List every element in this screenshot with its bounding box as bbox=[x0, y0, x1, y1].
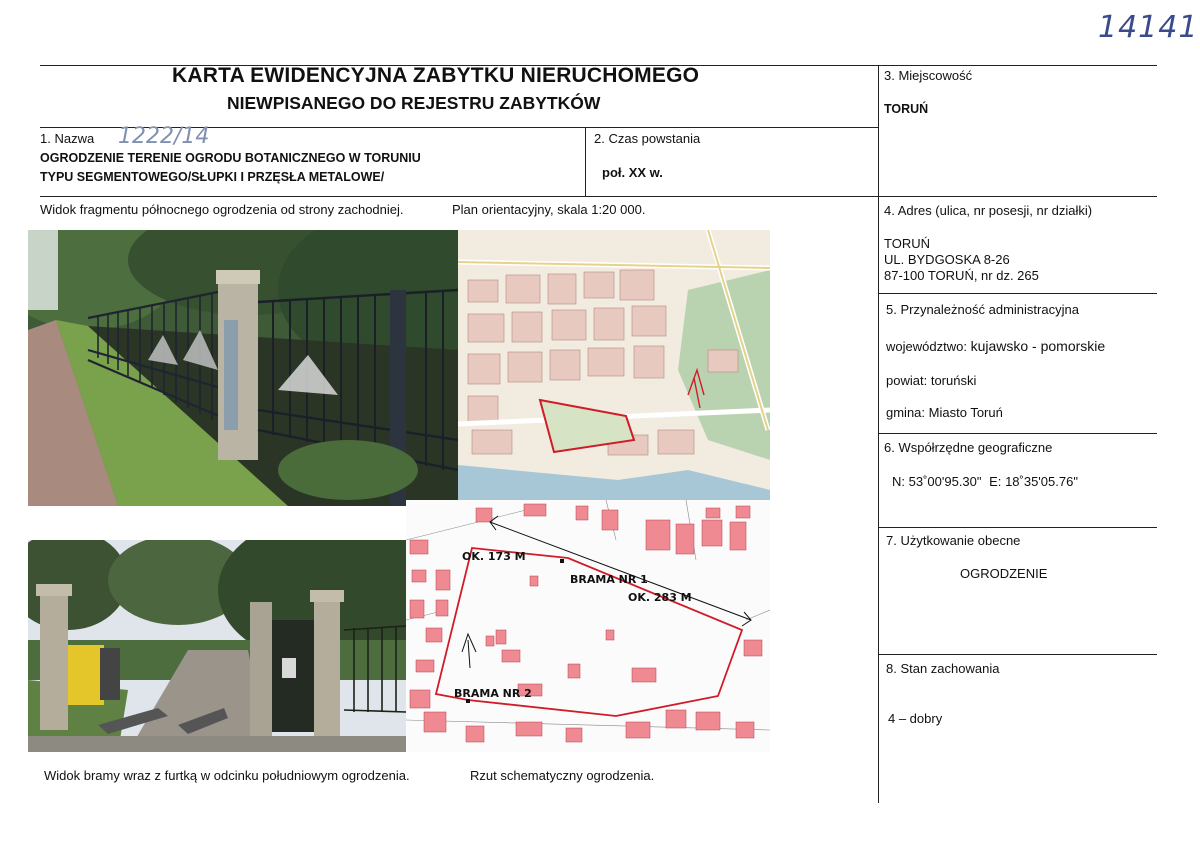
map-schematic-plan-image bbox=[406, 500, 770, 752]
condition-label: 8. Stan zachowania bbox=[886, 661, 1000, 676]
name-line-2: TYPU SEGMENTOWEGO/SŁUPKI I PRZĘSŁA METALOWE/ bbox=[40, 170, 385, 184]
commune-label: gmina: bbox=[886, 405, 926, 420]
commune-row bbox=[886, 405, 1003, 421]
caption-bottom-photo: Widok bramy wraz z furtką w odcinku południowym ogrodzenia. bbox=[44, 768, 410, 783]
admin-label: 5. Przynależność administracyjna bbox=[886, 302, 1079, 317]
name-handwritten-number: 1222/14 bbox=[118, 124, 210, 149]
rule-usage-bottom bbox=[878, 654, 1157, 655]
photo-south-gate-image bbox=[28, 540, 406, 752]
map-orientation-plan-image bbox=[458, 230, 770, 502]
map-orientation-plan bbox=[458, 230, 770, 502]
rule-admin-bottom bbox=[878, 433, 1157, 434]
time-value: poł. XX w. bbox=[602, 165, 663, 180]
name-label: 1. Nazwa bbox=[40, 131, 95, 146]
coords-n-value: 53˚00'95.30" bbox=[908, 474, 982, 489]
address-label: 4. Adres (ulica, nr posesji, nr działki) bbox=[884, 203, 1093, 218]
voivodeship-label: województwo: bbox=[886, 339, 967, 354]
coords-e-label: E: bbox=[989, 474, 1002, 489]
rule-right-column bbox=[878, 65, 879, 803]
voivodeship-value: kujawsko - pomorskie bbox=[970, 338, 1106, 354]
inventory-number: 14141 bbox=[1098, 10, 1199, 45]
map-schematic-plan bbox=[406, 500, 770, 752]
county-value: toruński bbox=[930, 373, 977, 388]
voivodeship-row bbox=[886, 338, 1105, 355]
address-line-3: 87-100 TORUŃ, nr dz. 265 bbox=[884, 268, 1039, 283]
place-value: TORUŃ bbox=[884, 102, 929, 116]
county-row bbox=[886, 373, 976, 389]
photo-north-fence-image bbox=[28, 230, 458, 506]
caption-top-map: Plan orientacyjny, skala 1:20 000. bbox=[452, 202, 646, 217]
card-title: KARTA EWIDENCYJNA ZABYTKU NIERUCHOMEGO bbox=[172, 64, 700, 87]
coords-n-label: N: bbox=[892, 474, 905, 489]
usage-value: OGRODZENIE bbox=[960, 566, 1048, 581]
map-label-length-2: OK. 283 M bbox=[628, 591, 692, 604]
rule-address-bottom bbox=[878, 293, 1157, 294]
place-label: 3. Miejscowość bbox=[884, 68, 973, 83]
coords-row bbox=[892, 474, 1078, 490]
caption-bottom-map: Rzut schematyczny ogrodzenia. bbox=[470, 768, 655, 783]
map-label-gate-1: BRAMA NR 1 bbox=[570, 573, 648, 586]
coords-label: 6. Współrzędne geograficzne bbox=[884, 440, 1053, 455]
address-line-2: UL. BYDGOSKA 8-26 bbox=[884, 252, 1010, 267]
map-label-length-1: OK. 173 M bbox=[462, 550, 526, 563]
photo-north-fence bbox=[28, 230, 458, 506]
commune-value: Miasto Toruń bbox=[928, 405, 1003, 420]
caption-top-photo: Widok fragmentu północnego ogrodzenia od strony zachodniej. bbox=[40, 202, 404, 217]
coords-e-value: 18˚35'05.76" bbox=[1005, 474, 1078, 489]
rule-name-bottom bbox=[40, 196, 1157, 197]
card-subtitle: NIEWPISANEGO DO REJESTRU ZABYTKÓW bbox=[227, 93, 601, 113]
address-line-1: TORUŃ bbox=[884, 236, 930, 251]
usage-label: 7. Użytkowanie obecne bbox=[886, 533, 1021, 548]
county-label: powiat: bbox=[886, 373, 928, 388]
condition-value: 4 – dobry bbox=[888, 711, 943, 726]
name-line-1: OGRODZENIE TERENIE OGRODU BOTANICZNEGO W TORUNIU bbox=[40, 151, 421, 165]
rule-name-time bbox=[585, 127, 586, 196]
photo-south-gate bbox=[28, 540, 406, 752]
rule-coords-bottom bbox=[878, 527, 1157, 528]
map-label-gate-2: BRAMA NR 2 bbox=[454, 687, 532, 700]
time-label: 2. Czas powstania bbox=[594, 131, 701, 146]
